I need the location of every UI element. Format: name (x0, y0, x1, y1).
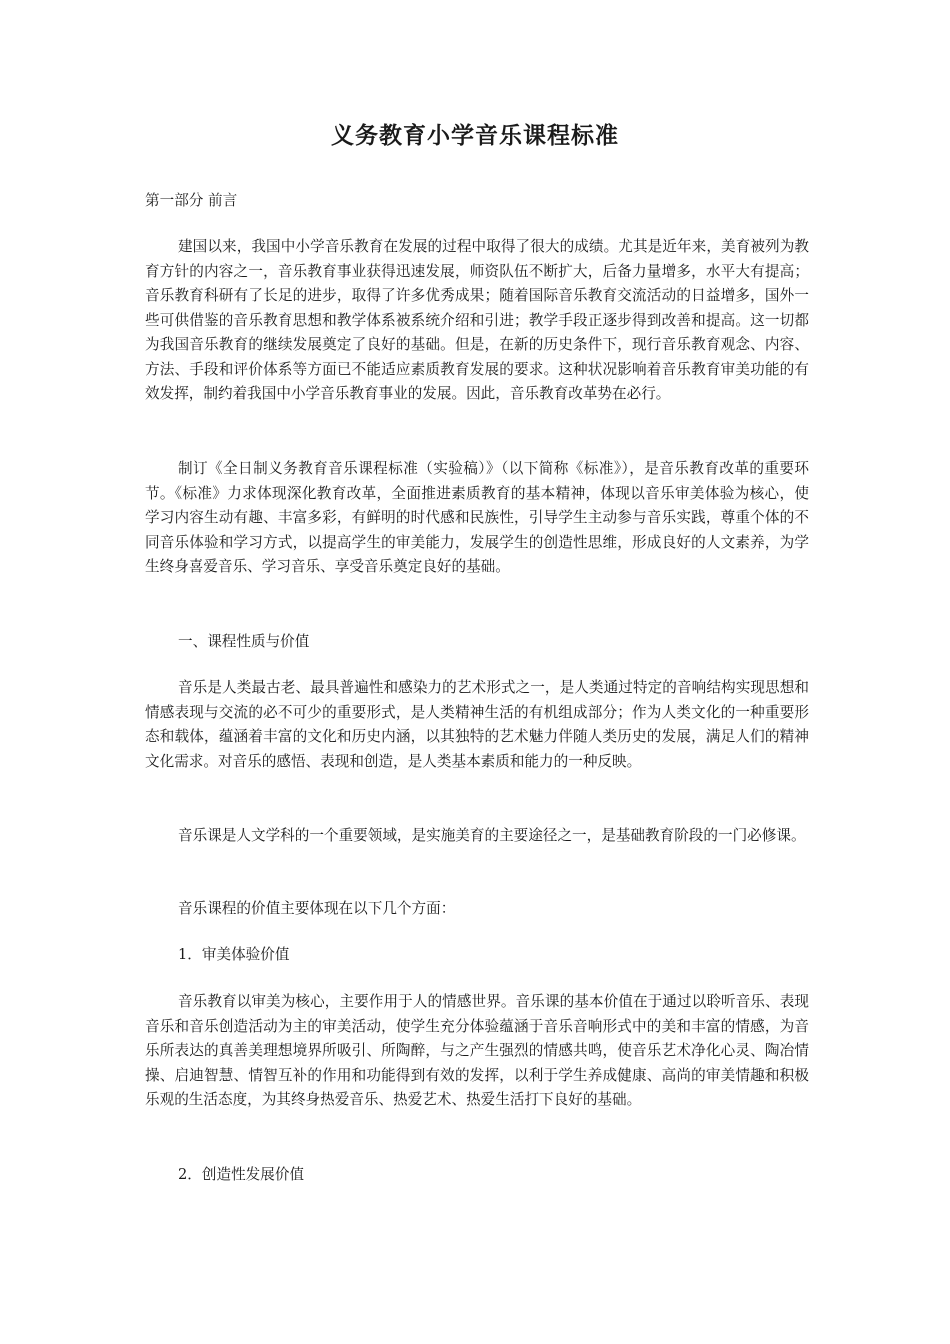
paragraph-intro: 建国以来，我国中小学音乐教育在发展的过程中取得了很大的成绩。尤其是近年来，美育被列为教育方针的内容之一，音乐教育事业获得迅速发展，师资队伍不断扩大，后备力量增多，水平大有提高；音乐教育科研有了长足的进步，取得了许多优秀成果；随着国际音乐教育交流活动的日益增多，国外一些可供借鉴的音乐教育思想和教学体系被系统介绍和引进；教学手段正逐步得到改善和提高。这一切都为我国音乐教育的继续发展奠定了良好的基础。但是，在新的历史条件下，现行音乐教育观念、内容、方法、手段和评价体系等方面已不能适应素质教育发展的要求。这种状况影响着音乐教育审美功能的有效发挥，制约着我国中小学音乐教育事业的发展。因此，音乐教育改革势在必行。 (145, 238, 809, 402)
section-heading-nature-value: 一、课程性质与价值 (178, 633, 310, 650)
part-heading: 第一部分 前言 (145, 192, 238, 209)
list-item-aesthetic-value: 1．审美体验价值 (178, 946, 290, 963)
paragraph-value-intro: 音乐课程的价值主要体现在以下几个方面： (178, 900, 456, 917)
paragraph-standard: 制订《全日制义务教育音乐课程标准（实验稿）》（以下简称《标准》），是音乐教育改革的重要环节。《标准》力求体现深化教育改革，全面推进素质教育的基本精神，体现以音乐审美体验为核心，使学习内容生动有趣、丰富多彩，有鲜明的时代感和民族性，引导学生主动参与音乐实践，尊重个体的不同音乐体验和学习方式，以提高学生的审美能力，发展学生的创造性思维，形成良好的人文素养，为学生终身喜爱音乐、学习音乐、享受音乐奠定良好的基础。 (145, 460, 809, 575)
paragraph-music-course: 音乐课是人文学科的一个重要领域，是实施美育的主要途径之一，是基础教育阶段的一门必修课。 (178, 827, 806, 844)
paragraph-music-definition: 音乐是人类最古老、最具普遍性和感染力的艺术形式之一，是人类通过特定的音响结构实现思想和情感表现与交流的必不可少的重要形式，是人类精神生活的有机组成部分；作为人类文化的一种重要形态和载体，蕴涵着丰富的文化和历史内涵，以其独特的艺术魅力伴随人类历史的发展，满足人们的精神文化需求。对音乐的感悟、表现和创造，是人类基本素质和能力的一种反映。 (145, 679, 809, 770)
list-item-creative-value: 2．创造性发展价值 (178, 1166, 305, 1183)
paragraph-aesthetic-value: 音乐教育以审美为核心，主要作用于人的情感世界。音乐课的基本价值在于通过以聆听音乐、表现音乐和音乐创造活动为主的审美活动，使学生充分体验蕴涵于音乐音响形式中的美和丰富的情感，为音乐所表达的真善美理想境界所吸引、所陶醉，与之产生强烈的情感共鸣，使音乐艺术净化心灵、陶冶情操、启迪智慧、情智互补的作用和功能得到有效的发挥，以利于学生养成健康、高尚的审美情趣和积极乐观的生活态度，为其终身热爱音乐、热爱艺术、热爱生活打下良好的基础。 (145, 993, 809, 1108)
document-title: 义务教育小学音乐课程标准 (331, 123, 619, 149)
